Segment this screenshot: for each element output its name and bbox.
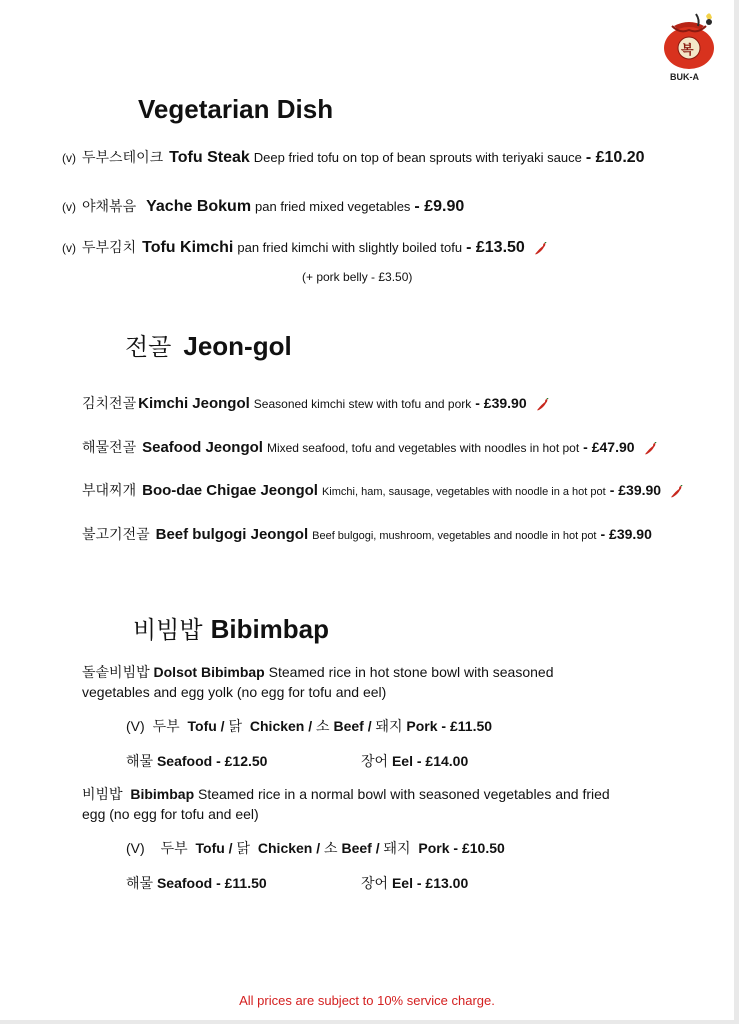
item-description: Kimchi, ham, sausage, vegetables with noodle in a hot pot (321, 486, 606, 498)
item-korean-name: 야채볶음 (82, 198, 137, 214)
option-beef: Beef / (333, 718, 372, 734)
item-name: Yache Bokum (146, 198, 252, 215)
item-price: - £39.90 (475, 395, 527, 411)
menu-item-boodae-chigae (82, 480, 683, 500)
item-korean-name: 돌솥비빔밥 (82, 664, 150, 680)
item-name: Tofu Steak (169, 149, 250, 166)
logo-label: BUK-A (670, 72, 699, 82)
item-description-line1: Steamed rice in hot stone bowl with seasoned (268, 664, 554, 680)
dolsot-bibimbap-description (82, 662, 553, 702)
option-korean: 소 (316, 718, 330, 734)
section-title-korean: 비빔밥 (133, 617, 203, 644)
option-chicken: Chicken / (249, 718, 313, 734)
item-korean-name: 부대찌개 (82, 482, 137, 498)
dolsot-options-row1 (126, 716, 492, 736)
option-korean: 돼지 (383, 840, 411, 856)
section-title-english: Jeon-gol (183, 331, 292, 361)
item-price: - £9.90 (414, 198, 465, 215)
pork-belly-note: (+ pork belly - £3.50) (302, 270, 413, 284)
bibimbap-option-eel (361, 873, 468, 893)
item-description-line1: Steamed rice in a normal bowl with seasoned vegetables and fried (198, 786, 610, 802)
item-name: Bibimbap (130, 786, 195, 802)
item-name: Dolsot Bibimbap (153, 664, 265, 680)
option-seafood: Seafood - £11.50 (156, 875, 267, 891)
item-korean-name: 불고기전골 (82, 526, 150, 542)
menu-item-tofu-kimchi (62, 237, 547, 257)
chili-pepper-icon (535, 398, 549, 412)
dolsot-option-eel (361, 751, 468, 771)
logo (660, 8, 720, 80)
logo-badge-char: 복 (681, 42, 694, 57)
item-description: Mixed seafood, tofu and vegetables with noodles in hot pot (266, 441, 580, 455)
item-price: - £13.50 (466, 239, 525, 256)
item-name: Tofu Kimchi (142, 239, 234, 256)
item-description-line2: vegetables and egg yolk (no egg for tofu and eel) (82, 684, 387, 700)
menu-item-seafood-jeongol (82, 437, 657, 457)
vegetarian-mark: (v) (62, 241, 76, 255)
option-korean: 닭 (228, 718, 242, 734)
option-korean: 장어 (361, 753, 389, 769)
option-korean: 장어 (361, 875, 389, 891)
option-korean: 두부 (152, 718, 180, 734)
bibimbap-description (82, 784, 610, 824)
item-korean-name: 해물전골 (82, 439, 137, 455)
item-price: - £10.20 (585, 149, 645, 166)
menu-item-tofu-steak (62, 147, 645, 167)
section-title-english: Bibimbap (210, 614, 330, 644)
bibimbap-option-seafood (126, 873, 267, 893)
item-description: pan fried mixed vegetables (255, 199, 411, 214)
item-price: - £47.90 (583, 439, 635, 455)
item-korean-name: 두부스테이크 (82, 149, 164, 165)
item-price: - £39.90 (600, 526, 652, 542)
chili-pepper-icon (533, 242, 547, 256)
option-korean: 두부 (160, 840, 188, 856)
vegetarian-mark: (V) (126, 840, 145, 856)
section-title-jeongol (125, 327, 292, 362)
item-name: Beef bulgogi Jeongol (155, 526, 309, 543)
option-eel: Eel - £14.00 (391, 753, 469, 769)
section-title-bibimbap (133, 610, 329, 645)
option-korean: 돼지 (375, 718, 403, 734)
option-beef: Beef / (341, 840, 380, 856)
bibimbap-options-row1 (126, 838, 505, 858)
chili-pepper-icon (669, 485, 683, 499)
menu-item-kimchi-jeongol (82, 393, 549, 413)
option-korean: 해물 (126, 875, 154, 891)
item-description: Seasoned kimchi stew with tofu and pork (253, 397, 472, 411)
option-korean: 해물 (126, 753, 154, 769)
option-pork: Pork - £10.50 (418, 840, 505, 856)
service-charge-notice: All prices are subject to 10% service charge. (239, 993, 495, 1008)
item-description: Beef bulgogi, mushroom, vegetables and noodle in hot pot (312, 530, 597, 542)
item-korean-name: 비빔밥 (82, 786, 123, 802)
item-korean-name: 두부김치 (82, 239, 137, 255)
chili-pepper-icon (643, 442, 657, 456)
item-description-line2: egg (no egg for tofu and eel) (82, 806, 259, 822)
section-title-korean: 전골 (125, 334, 172, 361)
vegetarian-mark: (V) (126, 718, 145, 734)
item-korean-name: 김치전골 (82, 395, 137, 411)
item-description: pan fried kimchi with slightly boiled tofu (237, 240, 463, 255)
vegetarian-mark: (v) (62, 151, 76, 165)
option-eel: Eel - £13.00 (391, 875, 469, 891)
item-name: Boo-dae Chigae Jeongol (142, 482, 318, 499)
option-korean: 닭 (236, 840, 250, 856)
item-name: Seafood Jeongol (142, 439, 263, 456)
menu-item-beef-bulgogi-jeongol (82, 524, 652, 544)
vegetarian-mark: (v) (62, 200, 76, 214)
item-name: Kimchi Jeongol (138, 395, 250, 412)
option-chicken: Chicken / (257, 840, 321, 856)
option-tofu: Tofu / (195, 840, 233, 856)
option-seafood: Seafood - £12.50 (156, 753, 268, 769)
item-price: - £39.90 (609, 482, 662, 498)
option-korean: 소 (324, 840, 338, 856)
section-title-vegetarian: Vegetarian Dish (138, 94, 334, 124)
menu-item-yache-bokum (62, 196, 464, 216)
item-description: Deep fried tofu on top of bean sprouts with teriyaki sauce (253, 150, 582, 165)
option-pork: Pork - £11.50 (406, 718, 493, 734)
dolsot-option-seafood (126, 751, 267, 771)
option-tofu: Tofu / (187, 718, 225, 734)
